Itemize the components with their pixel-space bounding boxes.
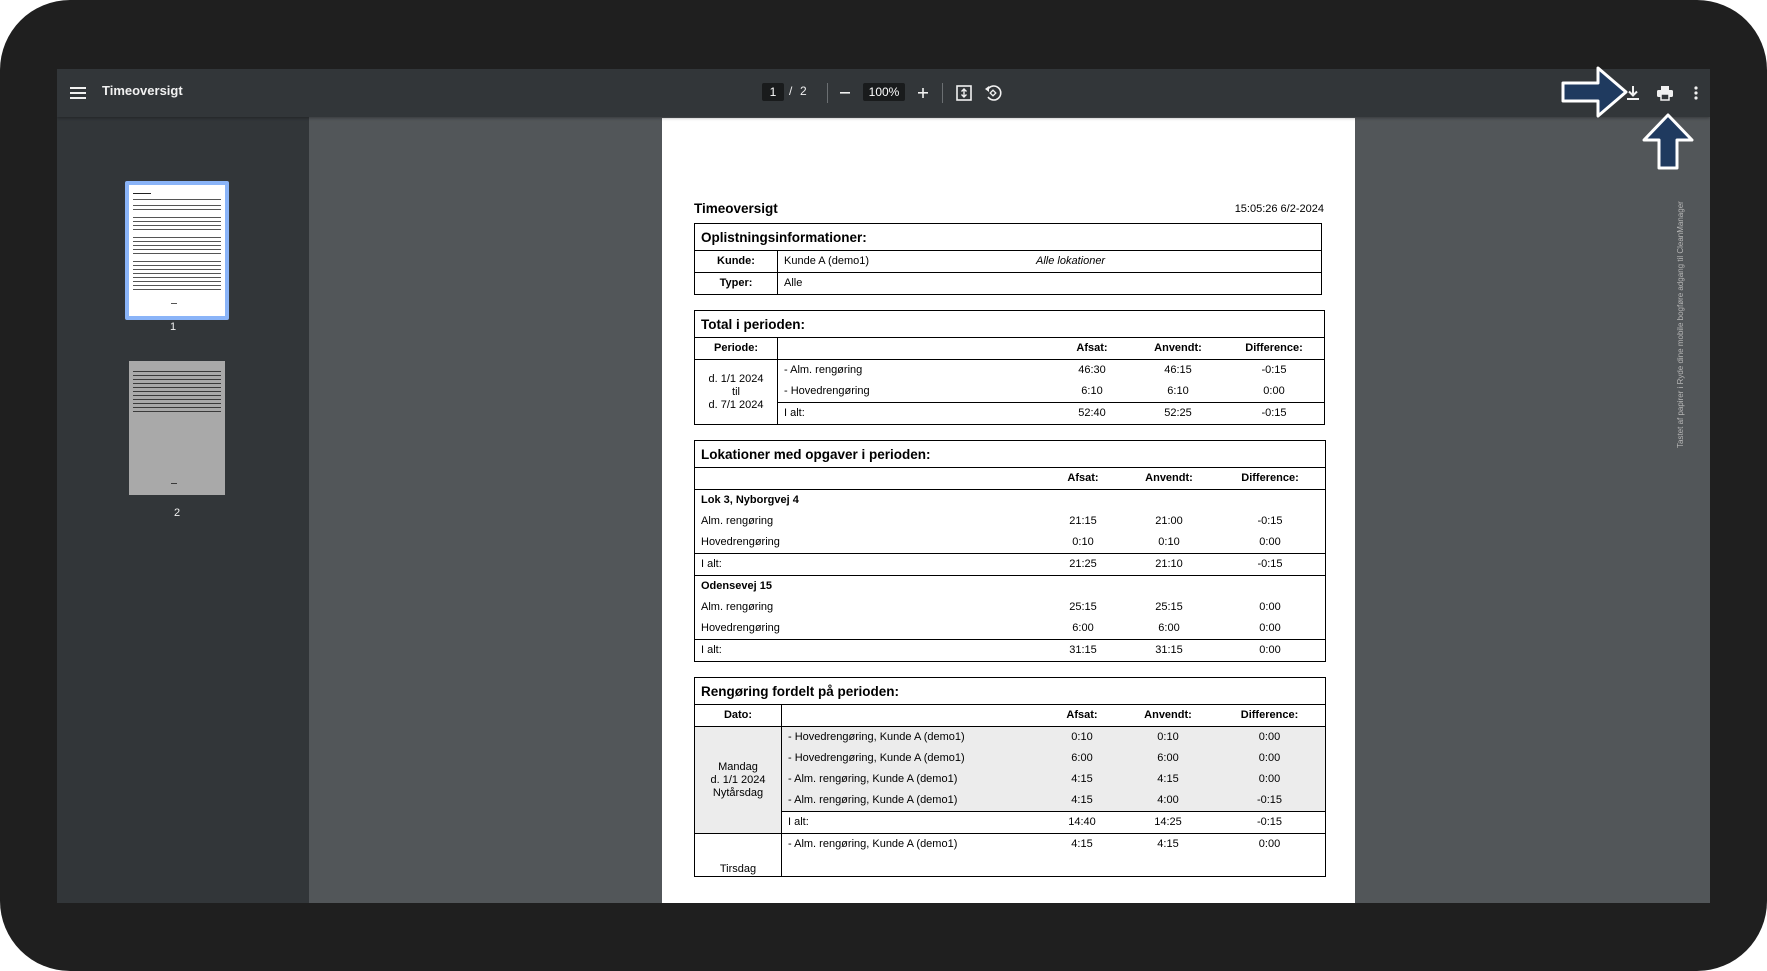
- total-table: Total i perioden: Periode: Afsat: Anvendt: Difference: d. 1/1 2024 til d. 7/1 2024 - Alm. rengøring 46:30 46:15 -0:15 - Hovedrengøring 6:10 6:10 0:00 I alt: 52:40 52:25 -0:15: [694, 310, 1325, 425]
- total-title: Total i perioden:: [695, 311, 1325, 338]
- info-table: [694, 223, 1322, 295]
- table-row: - Alm. rengøring, Kunde A (demo1): [782, 769, 1043, 790]
- table-row: - Hovedrengøring, Kunde A (demo1): [782, 727, 1043, 749]
- table-row: - Hovedrengøring: [778, 381, 1053, 403]
- distribution-title: Rengøring fordelt på perioden:: [695, 678, 1326, 705]
- distribution-col-dato: Dato:: [695, 705, 782, 727]
- pdf-page: [662, 118, 1685, 903]
- day-sum-label: I alt:: [782, 812, 1043, 834]
- locations-table: Lokationer med opgaver i perioden: Afsat: Anvendt: Difference: Lok 3, Nyborgvej 4 Alm. rengøring 21:15 21:00 -0:15 Hovedrengøring 0:10 0:10 0:00 I alt: 21:25 21:10 -0:15 Odensevej 15 Alm. rengøring 25:15 25:15 0:00 Hovedrengøring 6:00 6:00 0:00 I alt: 31:15 31:15 0:00: [694, 440, 1326, 662]
- document-content: [694, 201, 1334, 877]
- pdf-viewer: [57, 69, 1710, 903]
- locations-col-difference: Difference:: [1215, 468, 1326, 490]
- typer-label: Typer:: [719, 277, 753, 289]
- arrow-up-icon: [1640, 112, 1696, 170]
- table-row: Hovedrengøring: [701, 622, 780, 634]
- location-sum-label: I alt:: [695, 554, 1044, 576]
- total-col-difference: Difference:: [1224, 338, 1325, 360]
- thumbnail-sidebar: [57, 117, 309, 903]
- day-cell-1: Mandag d. 1/1 2024 Nytårsdag: [695, 727, 782, 834]
- info-title: Oplistningsinformationer:: [695, 224, 1322, 251]
- zoom-level-input[interactable]: 100%: [863, 83, 905, 101]
- locations-col-anvendt: Anvendt:: [1123, 468, 1215, 490]
- report-timestamp: 15:05:26 6/2-2024: [1234, 203, 1324, 215]
- viewer-toolbar: [57, 69, 1710, 117]
- total-period: d. 1/1 2024 til d. 7/1 2024: [708, 372, 764, 411]
- distribution-col-anvendt: Anvendt:: [1122, 705, 1214, 727]
- page-thumbnail-2[interactable]: [129, 361, 225, 495]
- more-options-icon[interactable]: [1684, 81, 1708, 105]
- locations-col-afsat: Afsat:: [1043, 468, 1123, 490]
- kunde-value: Kunde A (demo1): [778, 251, 1031, 273]
- typer-value: Alle: [778, 273, 1322, 295]
- document-canvas[interactable]: [309, 117, 1710, 903]
- table-row: Hovedrengøring: [701, 536, 780, 548]
- day-cell-2: Tirsdag: [719, 863, 757, 875]
- thumbnail-label-1: 1: [169, 321, 177, 333]
- total-col-afsat: Afsat:: [1052, 338, 1132, 360]
- toolbar-divider: [942, 83, 943, 103]
- location-sum-label: I alt:: [695, 640, 1044, 662]
- document-title: Timeoversigt: [102, 83, 183, 98]
- distribution-col-difference: Difference:: [1214, 705, 1326, 727]
- rotate-icon[interactable]: [981, 81, 1005, 105]
- total-col-anvendt: Anvendt:: [1132, 338, 1224, 360]
- side-note: Tastet af papirer i Ryde dine mobile bogføre adgang til CleanManager: [1676, 201, 1685, 448]
- page-total: 2: [800, 84, 807, 98]
- locations-title: Lokationer med opgaver i perioden:: [695, 441, 1326, 468]
- fit-to-page-icon[interactable]: [952, 81, 976, 105]
- page-number-input[interactable]: 1: [762, 83, 784, 101]
- total-col-periode: Periode:: [695, 338, 778, 360]
- table-row: - Alm. rengøring, Kunde A (demo1): [782, 790, 1043, 812]
- zoom-out-icon[interactable]: [833, 81, 857, 105]
- print-icon[interactable]: [1653, 81, 1677, 105]
- kunde-locations: Alle lokationer: [1030, 251, 1322, 273]
- table-row: - Hovedrengøring, Kunde A (demo1): [782, 748, 1043, 769]
- arrow-right-icon: [1560, 64, 1630, 120]
- kunde-label: Kunde:: [695, 251, 778, 273]
- distribution-table: Rengøring fordelt på perioden: Dato: Afsat: Anvendt: Difference: Mandag d. 1/1 2024 Nytårsdag - Hovedrengøring, Kunde A (demo1) 0:10 0:10 0:00 - Hovedrengøring, Kunde A (demo1) 6:00 6:00 0:00 - Alm. rengøring, Kunde A (demo1) 4:15 4:15 0:00 - Alm. rengøring, Kunde A (demo1) 4:15 4:00 -0:15 I alt: 14:40 14:25 -0:15 Tirsdag - Alm. rengøring, Kunde A (demo1) 4:15 4:15 0:00: [694, 677, 1326, 877]
- distribution-col-afsat: Afsat:: [1042, 705, 1122, 727]
- toolbar-divider: [827, 83, 828, 103]
- location-name: Lok 3, Nyborgvej 4: [701, 494, 799, 506]
- page-thumbnail-1[interactable]: [125, 181, 229, 320]
- table-row: - Alm. rengøring, Kunde A (demo1): [782, 834, 1043, 856]
- total-sum-label: I alt:: [778, 403, 1053, 425]
- zoom-in-icon[interactable]: [911, 81, 935, 105]
- report-title: Timeoversigt: [694, 201, 778, 216]
- thumbnail-label-2: 2: [173, 507, 181, 519]
- table-row: Alm. rengøring: [701, 515, 774, 527]
- table-row: Alm. rengøring: [701, 601, 774, 613]
- location-name: Odensevej 15: [701, 580, 772, 592]
- table-row: - Alm. rengøring: [778, 360, 1053, 382]
- page-separator: /: [789, 84, 793, 98]
